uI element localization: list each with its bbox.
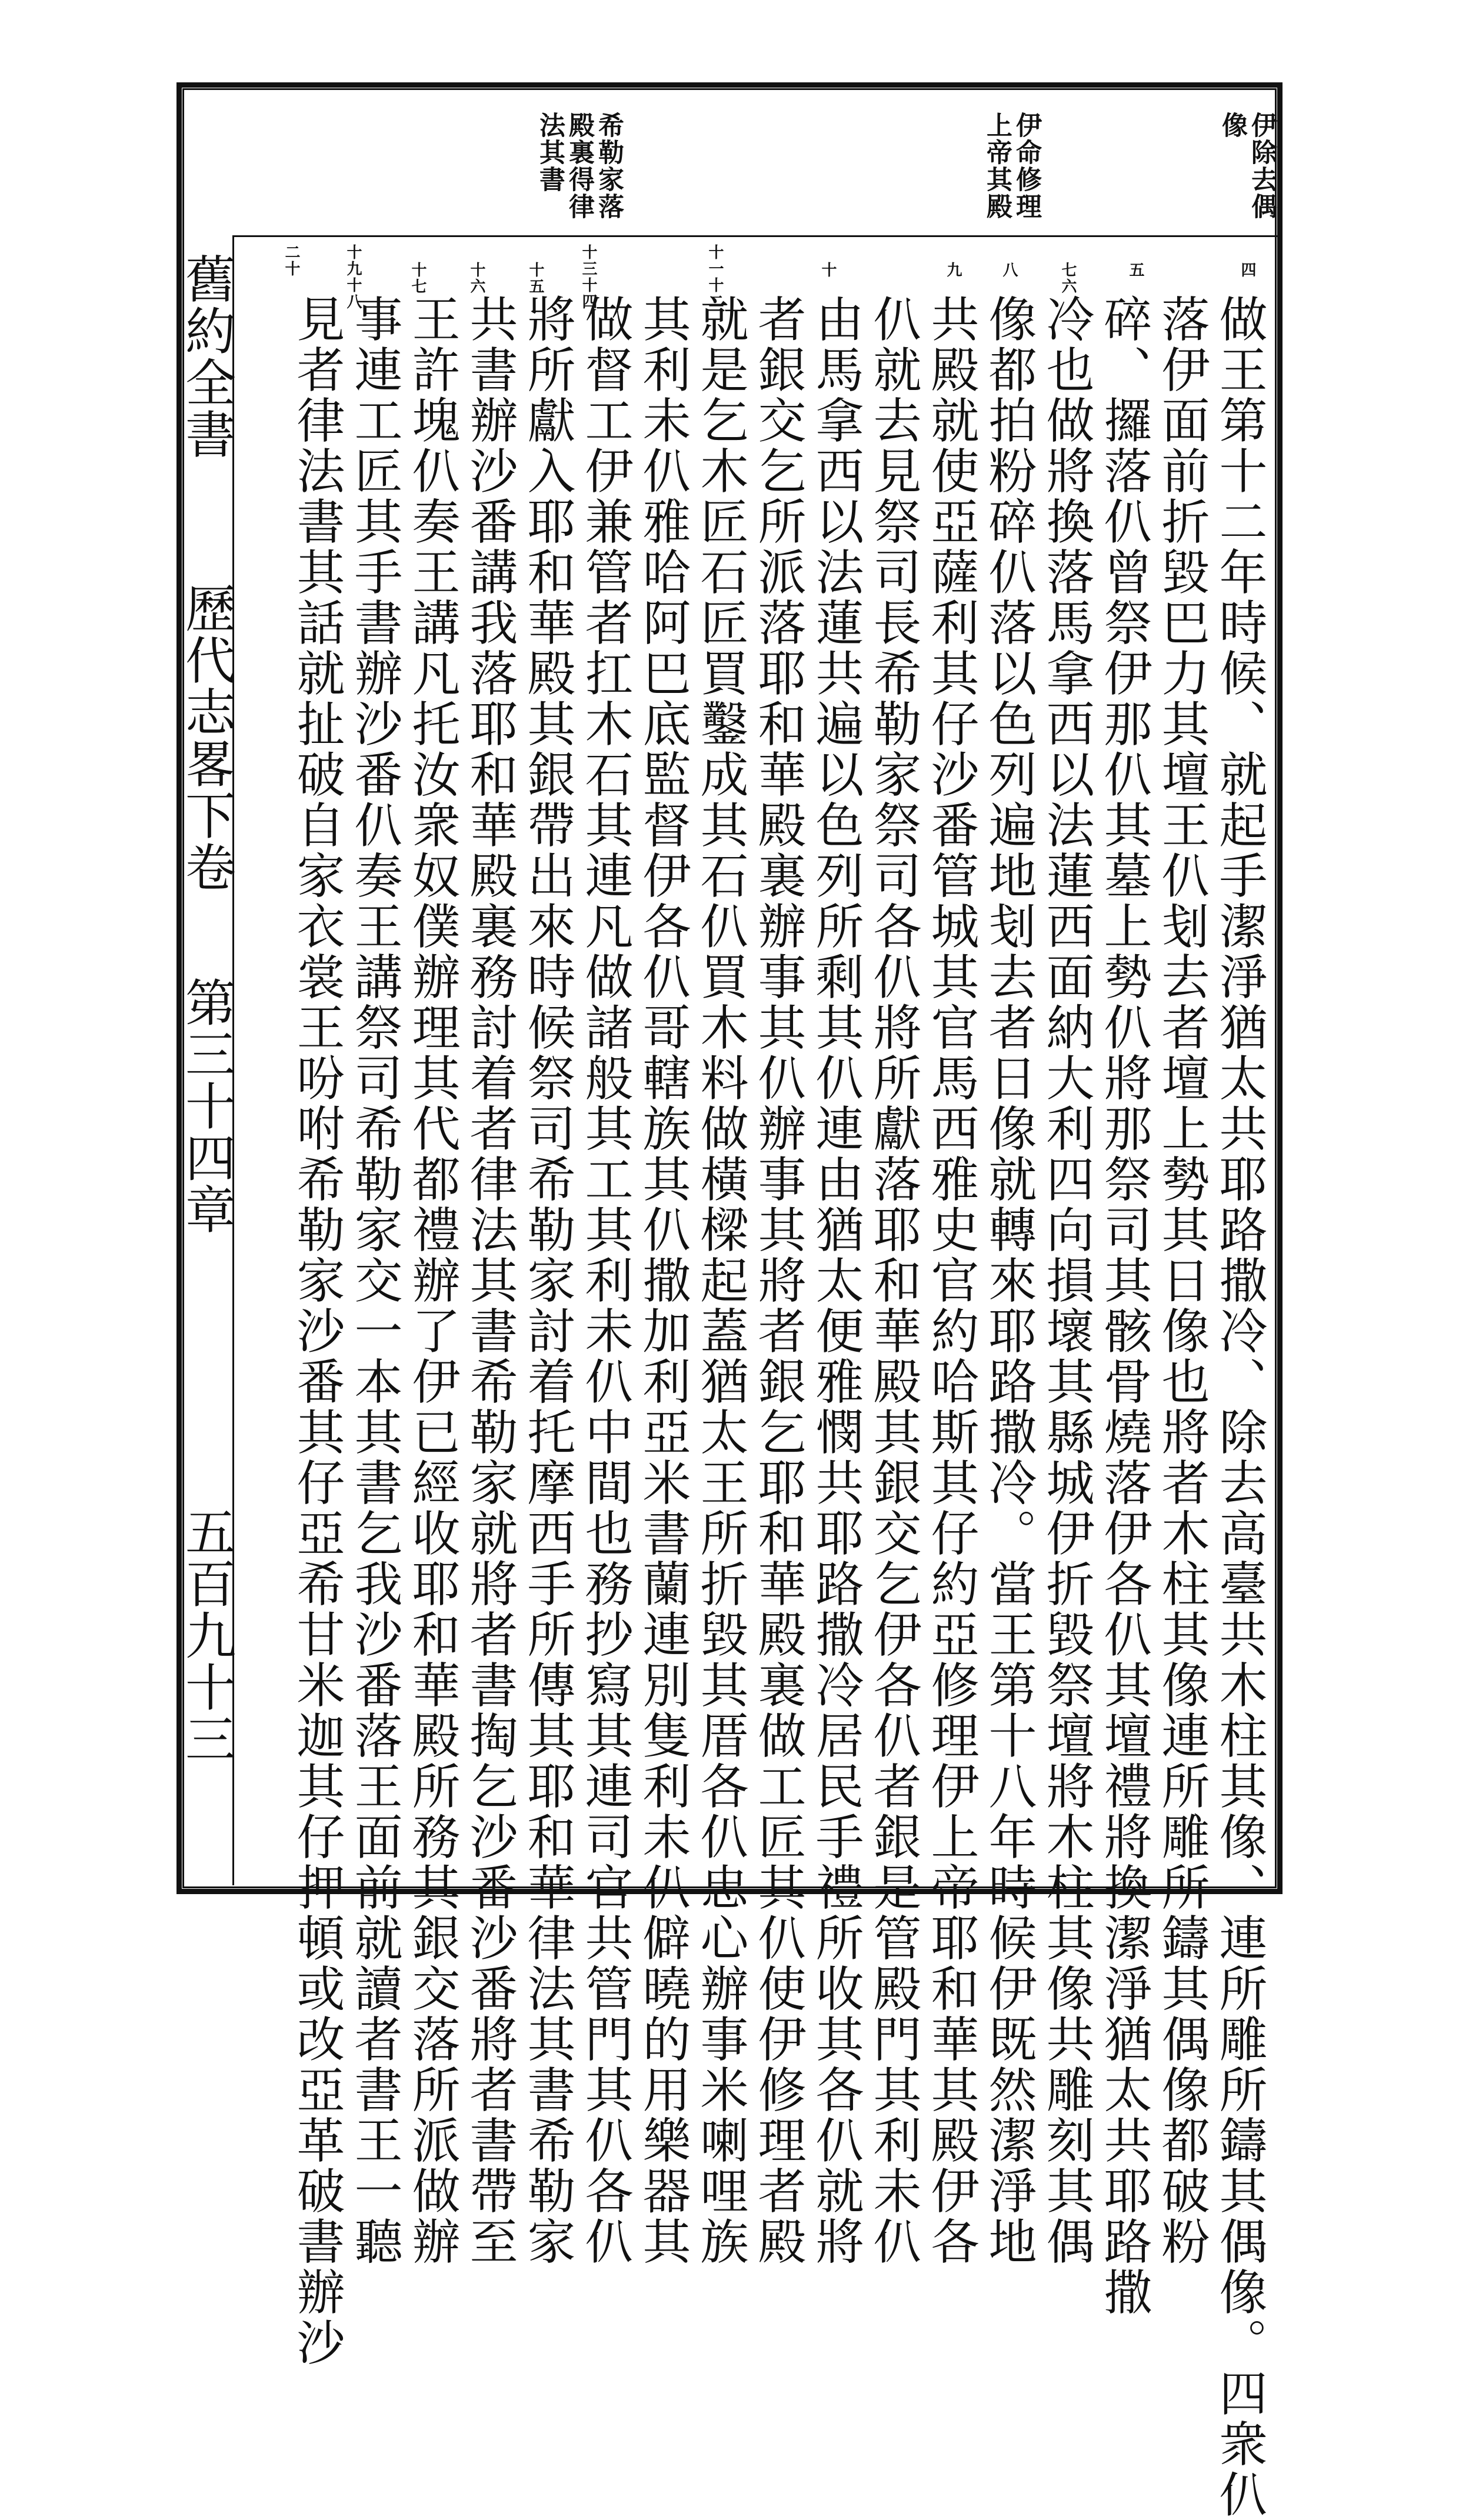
text-column: 就是乞木匠石匠買鑿成其石仈買木料做橫樑起蓋猶太王所折毀其厝各仈忠心辦事米喇哩族: [692, 294, 748, 2267]
verse-number: 五: [1127, 262, 1144, 278]
chapter-title: 第三十四章: [176, 976, 235, 1235]
verse-number: 二十: [282, 244, 300, 277]
verse-number: 十六: [468, 262, 485, 295]
verse-number: 九: [944, 262, 962, 278]
verse-number: 八: [1000, 262, 1018, 278]
page-number: 五百九十三: [176, 1506, 235, 1765]
text-column: 冷也做將換落馬拿西以法蓮西面納大利四向損壞其縣城伊折毀祭壇將木柱其像共雕刻其偶: [1038, 294, 1094, 2267]
text-column: 做王第十二年時候、就起手潔淨猶太共耶路撒冷、除去高臺共木柱其像、連所雕所鑄其偶像。四衆仈: [1211, 294, 1267, 2520]
verse-number: 七六: [1059, 262, 1077, 295]
text-column: 共殿就使亞薩利其仔沙番管城其官馬西雅史官約哈斯其仔約亞修理伊上帝耶和華其殿伊各: [923, 294, 979, 2267]
verse-number: 四: [1238, 262, 1256, 278]
header-note-3-line-1: 希勒家落: [594, 112, 624, 220]
text-column: 共書辦沙番講我落耶和華殿裏務討着者律法其書希勒家就將者書掏乞沙番沙番將者書帶至: [462, 294, 518, 2267]
header-note-1-line-2: 像: [1217, 112, 1247, 139]
text-column: 碎、攞落仈曾祭伊那仈其墓上勢仈將那祭司其骸骨燒落伊各仈其壇禮將換潔淨猶太共耶路撒: [1096, 294, 1152, 2318]
header-note-3-line-3: 法其書: [535, 112, 565, 193]
text-column: 者銀交乞所派落耶和華殿裏辦事其仈辦事其將者銀乞耶和華殿裏做工匠其仈使伊修理者殿: [750, 294, 806, 2267]
text-column: 仈就去見祭司長希勒家祭司各仈將所獻落耶和華殿其銀交乞伊各仈者銀是管殿門其利未仈: [865, 294, 921, 2267]
verse-number: 十七: [409, 262, 427, 295]
header-note-1-line-1: 伊除去偶: [1247, 112, 1277, 220]
header-note-2-line-2: 上帝其殿: [982, 112, 1012, 220]
header-note-2-line-1: 伊命修理: [1011, 112, 1041, 220]
verse-number: 十一十二: [706, 244, 724, 310]
header-note-3-line-2: 殿裏得律: [564, 112, 594, 220]
verse-number: 十五: [527, 262, 544, 295]
text-column: 王許塊仈奏王講凡托汝衆奴僕辦理其代都禮辦了伊已經收耶和華殿所務其銀交落所派做辦: [404, 294, 460, 2267]
book-title: 舊約全書: [176, 253, 235, 460]
text-column: 見者律法書其話就扯破自家衣裳王吩咐希勒家沙番其仔亞希甘米迦其仔押頓或改亞革破書辦沙: [289, 294, 345, 2368]
text-column: 事連工匠其手書辦沙番仈奏王講祭司希勒家交一本其書乞我沙番落王面前就讀者書王一聽: [347, 294, 402, 2267]
verse-number: 十九十八: [344, 244, 362, 310]
text-column: 落伊面前折毀巴力其壇王仈刬去者壇上勢其日像也將者木柱其像連所雕所鑄其偶像都破粉: [1154, 294, 1210, 2267]
verse-number: 十三十四: [579, 244, 597, 310]
volume-title: 歷代志畧下卷: [176, 582, 235, 893]
text-column: 將所獻入耶和華殿其銀帶出來時候祭司希勒家討着托摩西手所傳其耶和華律法其書希勒家: [519, 294, 575, 2267]
text-column: 像都拍粉碎仈落以色列遍地刬去者日像就轉來耶路撒冷。當王第十八年時候伊既然潔淨地: [981, 294, 1037, 2267]
verse-number: 十: [819, 262, 837, 278]
header-divider: [232, 235, 1280, 237]
text-column: 做督工伊兼管者扛木石其連凡做諸般其工其利未仈中間也務抄寫其連司官共管門其仈各仈: [577, 294, 633, 2267]
text-column: 由馬拿西以法蓮共遍以色列所剩其仈連由猶太便雅憫共耶路撒冷居民手禮所收其各仈就將: [808, 294, 864, 2267]
text-column: 其利未仈雅哈阿巴底監督伊各仈哥轄族其仈撒加利亞米書蘭連別隻利未仈僻曉的用樂器其: [635, 294, 691, 2267]
